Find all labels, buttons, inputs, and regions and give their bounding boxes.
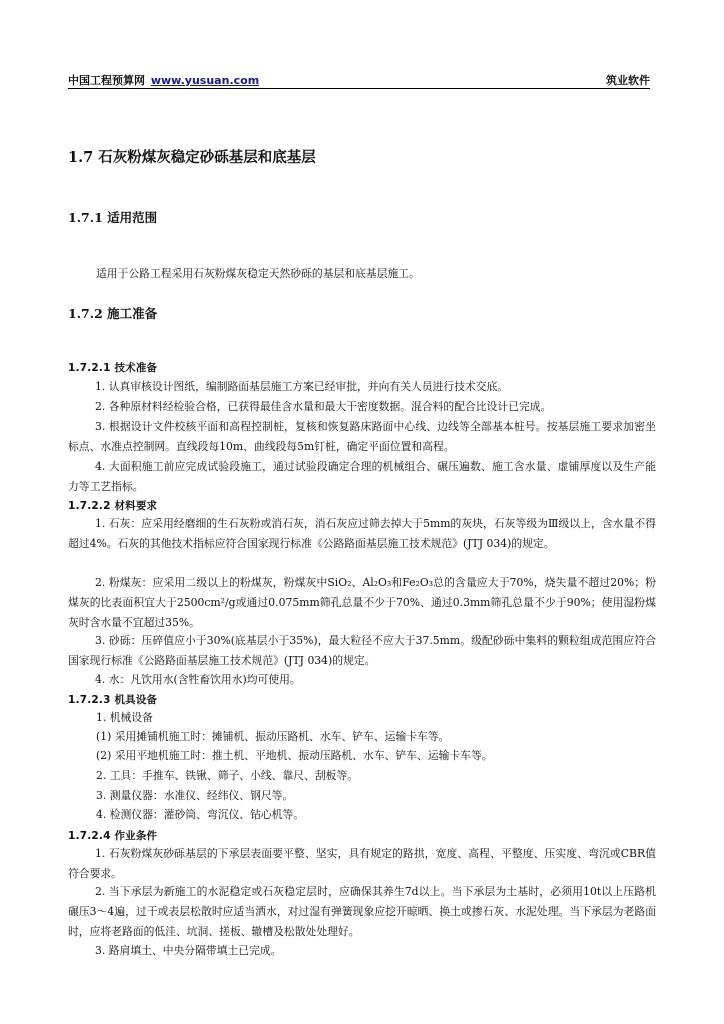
tech-prep-1: 1. 认真审核设计图纸，编制路面基层施工方案已经审批，并向有关人员进行技术交底。 [95, 380, 509, 393]
material-gravel: 3. 砂砾：压碎值应小于30%(底基层小于35%)，最大粒径不应大于37.5mm。级配砂砾中集料的颗粒组成范围应符合国家现行标准《公路路面基层施工技术规范》(JTJ 034)的规定。 [68, 634, 656, 667]
equipment-item: 4. 检测仪器：灌砂筒、弯沉仪、钻心机等。 [96, 808, 305, 821]
header-site-link[interactable]: www.yusuan.com [150, 74, 260, 87]
header-left [68, 72, 259, 88]
material-lime: 1. 石灰：应采用经磨细的生石灰粉或消石灰，消石灰应过筛去掉大于5mm的灰块，石灰等级为Ⅲ级以上，含水量不得超过4%。石灰的其他技术指标应符合国家现行标准《公路路面基层施工技术规范》(JTJ 034)的规定。 [68, 517, 656, 550]
tech-prep-4: 4. 大面积施工前应完成试验段施工，通过试验段确定合理的机械组合、碾压遍数、施工含水量、虚铺厚度以及生产能力等工艺指标。 [68, 460, 656, 493]
tech-prep-2: 2. 各种原材料经检验合格，已获得最佳含水量和最大干密度数据。混合料的配合比设计已完成。 [95, 400, 552, 413]
condition-1: 1. 石灰粉煤灰砂砾基层的下承层表面要平整、坚实，具有规定的路拱，宽度、高程、平整度、压实度、弯沉或CBR值符合要求。 [68, 847, 656, 880]
equipment-item: (1) 采用摊铺机施工时：摊铺机、振动压路机、水车、铲车、运输卡车等。 [96, 730, 450, 743]
scope-text: 适用于公路工程采用石灰粉煤灰稳定天然砂砾的基层和底基层施工。 [96, 267, 420, 280]
heading-1-7-2-1: 1.7.2.1 技术准备 [68, 362, 158, 374]
page-header [68, 72, 650, 89]
heading-1-7-2-2: 1.7.2.2 材料要求 [68, 500, 158, 512]
tech-prep-3: 3. 根据设计文件校核平面和高程控制桩，复核和恢复路床路面中心线、边线等全部基本桩号。按基层施工要求加密坐标点、水准点控制网。直线段每10m、曲线段每5m钉桩，确定平面位置和高程。 [68, 420, 656, 453]
equipment-item: 2. 工具：手推车、铁锹、筛子、小线、靠尺、刮板等。 [96, 769, 359, 782]
heading-1-7-2: 1.7.2 施工准备 [68, 306, 158, 321]
material-water: 4. 水：凡饮用水(含牲畜饮用水)均可使用。 [95, 673, 301, 686]
header-brand: 筑业软件 [606, 74, 650, 87]
section-title: 1.7 石灰粉煤灰稳定砂砾基层和底基层 [68, 149, 316, 166]
condition-2: 2. 当下承层为新施工的水泥稳定或石灰稳定层时，应确保其养生7d以上。当下承层为土基时，必须用10t以上压路机碾压3～4遍，过干或表层松散时应适当洒水，对过湿有弹簧现象应挖开晾晒、换土或掺石灰、水泥处理。当下承层为老路面时，应将老路面的低洼、坑洞、搓板、辙槽及松散处处理好。 [68, 885, 656, 938]
material-flyash: 2. 粉煤灰：应采用二级以上的粉煤灰，粉煤灰中SiO₂、Al₂O₃和Fe₂O₃总的含量应大于70%，烧失量不超过20%；粉煤灰的比表面积宜大于2500cm²/g或通过0.075mm筛孔总量不少于70%、通过0.3mm筛孔总量不少于90%；使用湿粉煤灰时含水量不宜超过35%。 [68, 576, 656, 629]
heading-1-7-2-3: 1.7.2.3 机具设备 [68, 694, 158, 706]
equipment-item: (2) 采用平地机施工时：推土机、平地机、振动压路机、水车、铲车、运输卡车等。 [96, 749, 493, 762]
header-site-name: 中国工程预算网 [68, 74, 145, 87]
condition-3: 3. 路肩填土、中央分隔带填土已完成。 [95, 944, 282, 957]
heading-1-7-1: 1.7.1 适用范围 [68, 210, 158, 225]
heading-1-7-2-4: 1.7.2.4 作业条件 [68, 830, 158, 842]
equipment-item: 1. 机械设备 [96, 711, 153, 724]
equipment-item: 3. 测量仪器：水准仪、经纬仪、钢尺等。 [96, 789, 294, 802]
